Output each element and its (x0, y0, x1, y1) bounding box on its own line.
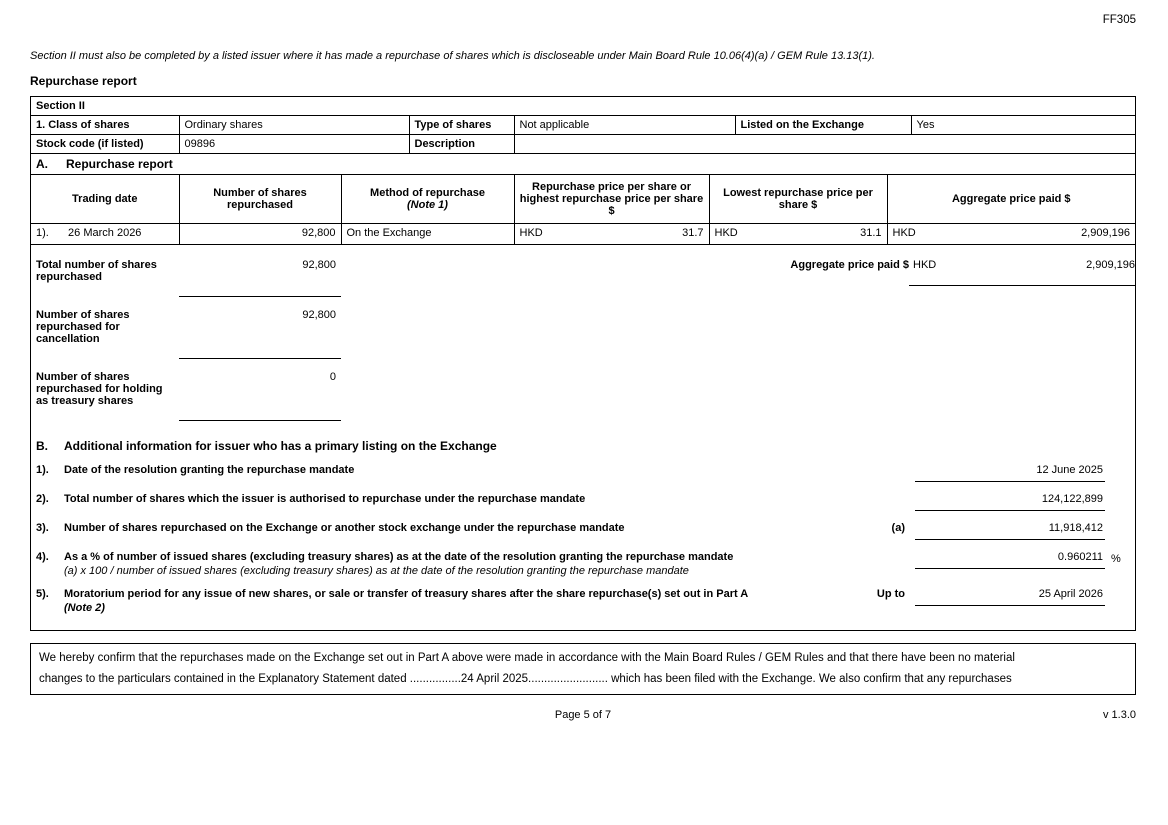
item-moratorium (31, 588, 1135, 614)
method-cell[interactable]: On the Exchange (341, 223, 514, 244)
page-number: Page 5 of 7 (554, 708, 612, 721)
resolution-date-field[interactable]: 12 June 2025 (915, 464, 1105, 482)
section-ii-table (31, 97, 1135, 154)
intro-note: Section II must also be completed by a listed issuer where it has made a repurchase of shares which is discloseable under Main Board Rule 10.06(4)(a) / GEM Rule 13.13(1). (30, 50, 875, 62)
item-label: As a % of number of issued shares (excluding treasury shares) as at the date of the resolution granting the repurchase mandate (64, 550, 734, 563)
form-code: FF305 (1102, 14, 1136, 26)
aggregate-price-cell[interactable] (887, 223, 1135, 244)
cancellation-row (31, 307, 1135, 359)
aggregate-paid-field[interactable] (909, 257, 1135, 286)
repurchase-table-header-row (31, 175, 1135, 223)
item-label: Date of the resolution granting the repurchase mandate (64, 463, 355, 476)
item-value-area (915, 464, 1105, 482)
item-number: 3). (36, 521, 49, 534)
item-note-2: (Note 2) (64, 601, 105, 614)
stock-code-row (31, 135, 1135, 154)
type-of-shares-label: Type of shares (409, 116, 514, 135)
item-value-area (876, 587, 1105, 606)
section-b-title: Additional information for issuer who has a primary listing on the Exchange (64, 438, 497, 453)
item-value-area (915, 493, 1105, 511)
class-of-shares-label: 1. Class of shares (31, 116, 179, 135)
moratorium-date-field[interactable]: 25 April 2026 (915, 588, 1105, 606)
confirmation-box (30, 643, 1136, 695)
item-value-area (891, 521, 1105, 540)
section-ii-header-row (31, 97, 1135, 116)
class-of-shares-row (31, 116, 1135, 135)
item-body (64, 588, 915, 614)
description-field[interactable] (514, 135, 1135, 154)
low-price-value: 31.1 (860, 226, 882, 239)
confirmation-line-2: changes to the particulars contained in the Explanatory Statement dated ................24 April 2025......................... which has been filed with the Exchange. We also confirm that any repurchases (39, 672, 1012, 685)
version-label: v 1.3.0 (1102, 708, 1136, 721)
listed-on-exchange-field[interactable]: Yes (911, 116, 1135, 135)
description-label: Description (409, 135, 514, 154)
class-of-shares-field[interactable]: Ordinary shares (179, 116, 409, 135)
percent-sign: % (1111, 552, 1121, 565)
low-price-cell[interactable] (709, 223, 887, 244)
item-number: 5). (36, 587, 49, 600)
item-resolution-date (31, 464, 1135, 482)
summary-section (31, 245, 1135, 421)
treasury-field[interactable]: 0 (179, 369, 341, 421)
column-low-price: Lowest repurchase price per share $ (709, 175, 887, 223)
trading-date-value: 26 March 2026 (68, 226, 142, 239)
treasury-row (31, 369, 1135, 421)
section-a-title: Repurchase report (66, 157, 173, 171)
repurchased-shares-field[interactable]: 11,918,412 (915, 522, 1105, 540)
marker-a-label: (a) (891, 521, 905, 534)
authorised-shares-field[interactable]: 124,122,899 (915, 493, 1105, 511)
aggregate-price-value: 2,909,196 (1081, 226, 1130, 239)
item-body (64, 551, 915, 577)
high-price-value: 31.7 (682, 226, 704, 239)
item-repurchased-under-mandate (31, 522, 1135, 540)
report-form-box (30, 96, 1136, 631)
shares-repurchased-cell[interactable]: 92,800 (179, 223, 341, 244)
repurchase-row-1 (31, 223, 1135, 244)
column-shares-repurchased: Number of shares repurchased (179, 175, 341, 223)
stock-code-label: Stock code (if listed) (31, 135, 179, 154)
up-to-label: Up to (876, 587, 905, 600)
cancellation-field[interactable]: 92,800 (179, 307, 341, 359)
item-label: Moratorium period for any issue of new shares, or sale or transfer of treasury shares after the share repurchase(s) set out in Part A (64, 587, 749, 600)
low-price-currency: HKD (714, 226, 738, 239)
page-title: Repurchase report (30, 74, 137, 88)
aggregate-paid-value: 2,909,196 (1086, 258, 1135, 271)
section-b (31, 439, 1135, 630)
high-price-cell[interactable] (514, 223, 709, 244)
total-shares-field[interactable]: 92,800 (179, 257, 341, 297)
item-number: 4). (36, 550, 49, 563)
section-b-letter: B. (36, 438, 48, 453)
section-ii-heading: Section II (31, 97, 1135, 116)
section-a-heading (31, 154, 1135, 175)
page-footer (30, 709, 1136, 721)
item-number: 2). (36, 492, 49, 505)
item-body (64, 522, 915, 534)
aggregate-paid-currency: HKD (913, 258, 937, 271)
treasury-label: Number of shares repurchased for holding as treasury shares (36, 370, 163, 407)
column-method-label: Method of repurchase (370, 186, 485, 199)
cancellation-label: Number of shares repurchased for cancellation (36, 308, 130, 345)
section-b-heading (31, 439, 1135, 453)
aggregate-paid-label: Aggregate price paid $ (790, 258, 909, 271)
item-body (64, 493, 915, 505)
item-body (64, 464, 915, 476)
item-formula-note: (a) x 100 / number of issued shares (excluding treasury shares) as at the date of the resolution granting the repurchase mandate (64, 564, 689, 577)
item-label: Total number of shares which the issuer is authorised to repurchase under the repurchase mandate (64, 492, 586, 505)
column-trading-date: Trading date (31, 175, 179, 223)
row-index: 1). (36, 226, 49, 239)
column-method-note: (Note 1) (407, 198, 448, 211)
confirmation-line-1: We hereby confirm that the repurchases made on the Exchange set out in Part A above were made in accordance with the Main Board Rules / GEM Rules and that there have been no material (39, 651, 1015, 664)
column-aggregate-price: Aggregate price paid $ (887, 175, 1135, 223)
item-number: 1). (36, 463, 49, 476)
section-a-letter: A. (36, 157, 48, 171)
repurchase-table (31, 175, 1135, 245)
aggregate-paid-group (790, 257, 1135, 286)
total-shares-label: Total number of shares repurchased (36, 258, 157, 283)
percentage-field[interactable]: 0.960211 (915, 551, 1105, 569)
aggregate-price-currency: HKD (892, 226, 916, 239)
trading-date-cell[interactable] (31, 223, 179, 244)
item-value-area (915, 550, 1121, 569)
column-high-price: Repurchase price per share or highest repurchase price per share $ (514, 175, 709, 223)
item-authorised-shares (31, 493, 1135, 511)
item-percentage (31, 551, 1135, 577)
stock-code-field[interactable]: 09896 (179, 135, 409, 154)
type-of-shares-field[interactable]: Not applicable (514, 116, 735, 135)
total-shares-row (31, 257, 1135, 297)
high-price-currency: HKD (519, 226, 543, 239)
item-label: Number of shares repurchased on the Exchange or another stock exchange under the repurchase mandate (64, 521, 625, 534)
listed-on-exchange-label: Listed on the Exchange (735, 116, 911, 135)
column-method (341, 175, 514, 223)
